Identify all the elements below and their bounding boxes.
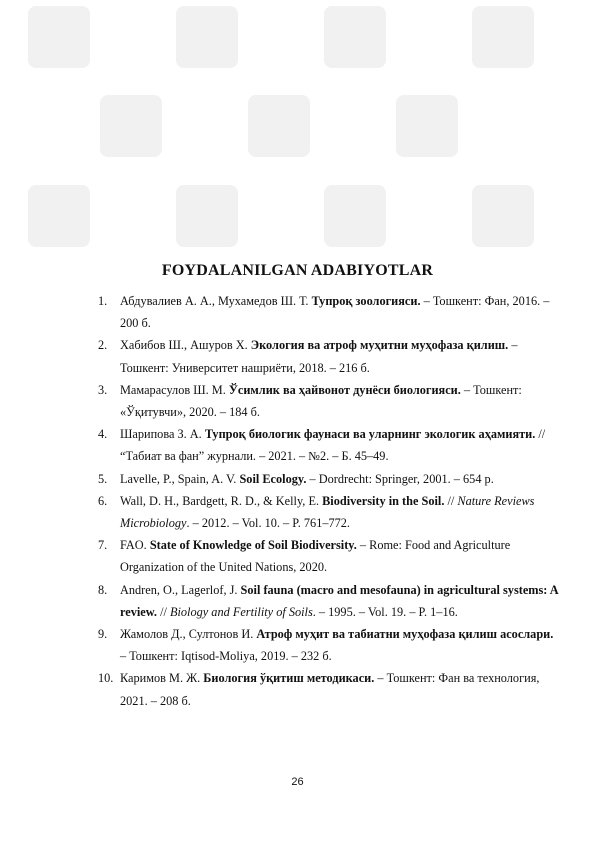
reference-details: – Тошкент: «Ўқитувчи», 2020. – 184 б. xyxy=(120,382,522,420)
reference-details: // “Табиат ва фан” журнали. – 2021. – №2. – Б. 45–49. xyxy=(120,427,546,464)
reference-number: 5. xyxy=(98,471,108,486)
reference-title: Атроф муҳит ва табиатни муҳофаза қилиш асослари. xyxy=(256,627,554,642)
reference-number: 2. xyxy=(98,338,108,353)
reference-item xyxy=(98,290,558,334)
reference-item xyxy=(98,534,558,578)
reference-number: 8. xyxy=(98,582,108,597)
reference-authors: Абдувалиев А. А., Мухамедов Ш. Т. xyxy=(120,294,312,308)
reference-journal: Biology and Fertility of Soils xyxy=(169,604,313,619)
reference-details: // xyxy=(157,604,170,619)
reference-item xyxy=(98,490,558,534)
reference-title: Биология ўқитиш методикаси. xyxy=(203,671,375,686)
reference-item xyxy=(98,379,558,423)
reference-details: – Тошкент: Университет нашриёти, 2018. – 216 б. xyxy=(120,338,518,375)
reference-journal: Nature Reviews Microbiology xyxy=(120,493,535,531)
reference-details: – Тошкент: Iqtisod-Moliya, 2019. – 232 б. xyxy=(120,649,332,664)
reference-authors: Хабибов Ш., Ашуров Х. xyxy=(120,338,251,353)
reference-item xyxy=(98,334,558,378)
reference-number: 6. xyxy=(98,493,108,508)
reference-authors: Жамолов Д., Султонов И. xyxy=(120,627,257,642)
reference-authors: Wall, D. H., Bardgett, R. D., & Kelly, E. xyxy=(120,493,323,508)
reference-item xyxy=(98,423,558,467)
reference-details: – Тошкент: Фан ва технология, 2021. – 208 б. xyxy=(120,671,540,708)
reference-title: Тупроқ зоологияси. xyxy=(311,294,421,308)
reference-title: Экология ва атроф муҳитни муҳофаза қилиш. xyxy=(250,338,509,353)
reference-issue: . – 2012. – Vol. 10. – P. 761–772. xyxy=(186,516,351,531)
reference-issue: . – 1995. – Vol. 19. – P. 1–16. xyxy=(312,604,458,619)
reference-title: State of Knowledge of Soil Biodiversity. xyxy=(149,538,357,553)
reference-title: Ўсимлик ва ҳайвонот дунёси биологияси. xyxy=(228,382,461,397)
reference-details: – Rome: Food and Agriculture Organization of the United Nations, 2020. xyxy=(120,538,511,575)
reference-title: Тупроқ биологик фаунаси ва уларнинг экологик аҳамияти. xyxy=(204,427,536,442)
reference-number: 4. xyxy=(98,427,108,442)
reference-number: 1. xyxy=(98,294,108,308)
reference-number: 7. xyxy=(98,538,108,553)
page-title: FOYDALANILGAN ADABIYOTLAR xyxy=(161,262,434,279)
reference-number: 10. xyxy=(98,671,114,686)
reference-item xyxy=(98,667,558,711)
reference-title: Soil Ecology. xyxy=(239,471,307,486)
reference-item xyxy=(98,468,558,490)
reference-list xyxy=(98,290,558,712)
reference-authors: Andren, O., Lagerlof, J. xyxy=(120,582,241,597)
reference-title: Biodiversity in the Soil. xyxy=(322,493,445,508)
reference-details: – Тошкент: Фан, 2016. – 200 б. xyxy=(120,294,550,331)
reference-title: Soil fauna (macro and mesofauna) in agricultural systems: A review. xyxy=(120,582,559,619)
reference-authors: Каримов М. Ж. xyxy=(120,671,204,686)
page-number: 26 xyxy=(291,776,304,788)
reference-authors: Шарипова З. А. xyxy=(120,427,205,442)
reference-item xyxy=(98,579,558,623)
reference-authors: Мамарасулов Ш. М. xyxy=(120,382,229,397)
reference-number: 9. xyxy=(98,627,108,642)
reference-authors: Lavelle, P., Spain, A. V. xyxy=(120,471,240,486)
reference-details: // xyxy=(444,493,458,508)
reference-details: – Dordrecht: Springer, 2001. – 654 p. xyxy=(306,471,494,486)
reference-authors: FAO. xyxy=(120,538,150,553)
reference-number: 3. xyxy=(98,382,108,397)
reference-item xyxy=(98,623,558,667)
